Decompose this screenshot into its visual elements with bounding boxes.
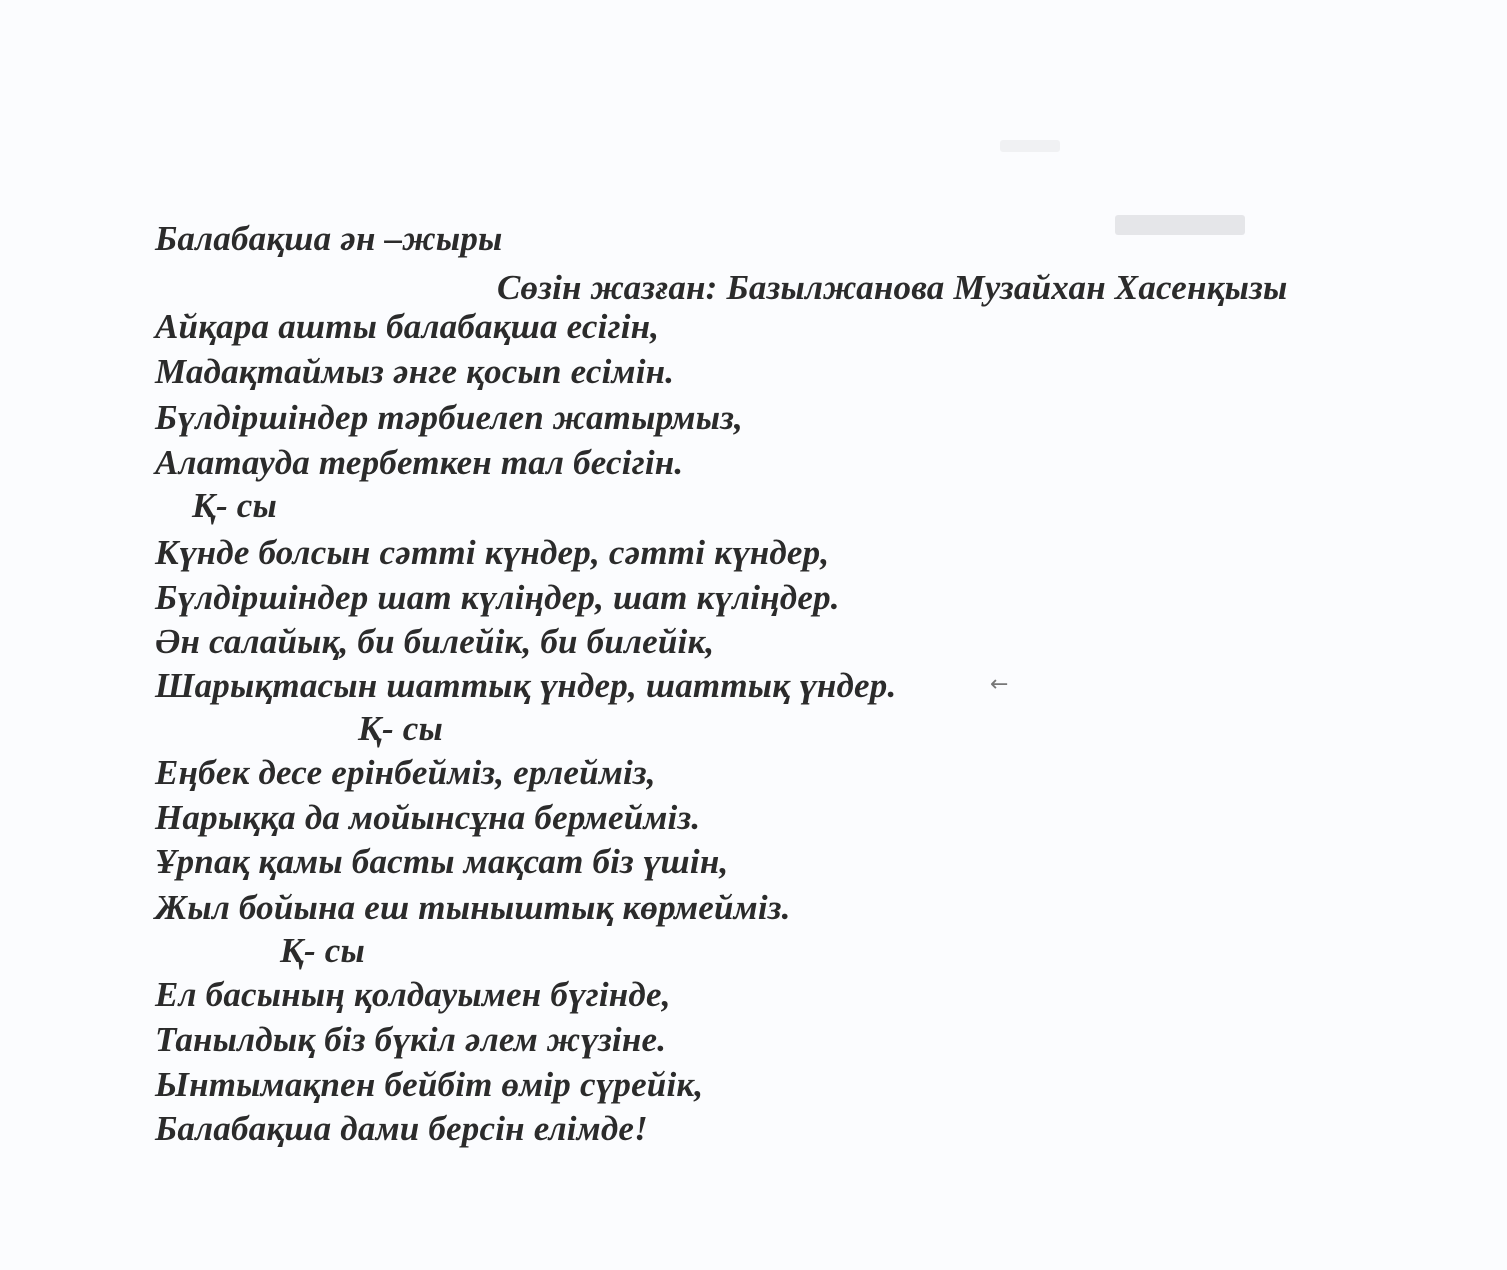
verse-line: Жыл бойына еш тыныштық көрмейміз. <box>155 888 791 927</box>
chorus-label: Қ- сы <box>192 486 277 525</box>
verse-line: Бүлдіршіндер шат күліңдер, шат күліңдер. <box>155 578 840 617</box>
scan-artifact <box>1115 215 1245 235</box>
verse-line: Ұрпақ қамы басты мақсат біз үшін, <box>155 842 729 881</box>
chorus-label: Қ- сы <box>358 709 443 748</box>
verse-line: Алатауда тербеткен тал бесігін. <box>155 443 684 482</box>
verse-line: Ән салайық, би билейік, би билейік, <box>155 622 715 661</box>
chorus-label: Қ- сы <box>280 931 365 970</box>
verse-line: Мадақтаймыз әнге қосып есімін. <box>155 352 675 391</box>
verse-line: Нарыққа да мойынсұна бермейміз. <box>155 798 701 837</box>
scan-artifact <box>1000 140 1060 152</box>
verse-line: Шарықтасын шаттық үндер, шаттық үндер. <box>155 666 897 705</box>
verse-line: Ел басының қолдауымен бүгінде, <box>155 975 671 1014</box>
verse-line: Еңбек десе ерінбейміз, ерлейміз, <box>155 753 656 792</box>
verse-line: Бүлдіршіндер тәрбиелеп жатырмыз, <box>155 398 744 437</box>
verse-line: Ынтымақпен бейбіт өмір сүрейік, <box>155 1065 704 1104</box>
verse-line: Танылдық біз бүкіл әлем жүзіне. <box>155 1020 667 1059</box>
author-line: Сөзін жазған: Базылжанова Музайхан Хасенқызы <box>497 268 1288 307</box>
verse-line: Балабақша дами берсін елімде! <box>155 1109 648 1148</box>
verse-line: Айқара ашты балабақша есігін, <box>155 307 660 346</box>
verse-line: Күнде болсын сәтті күндер, сәтті күндер, <box>155 533 830 572</box>
arrow-left-icon: ← <box>990 672 1009 697</box>
song-title: Балабақша ән –жыры <box>155 219 503 258</box>
